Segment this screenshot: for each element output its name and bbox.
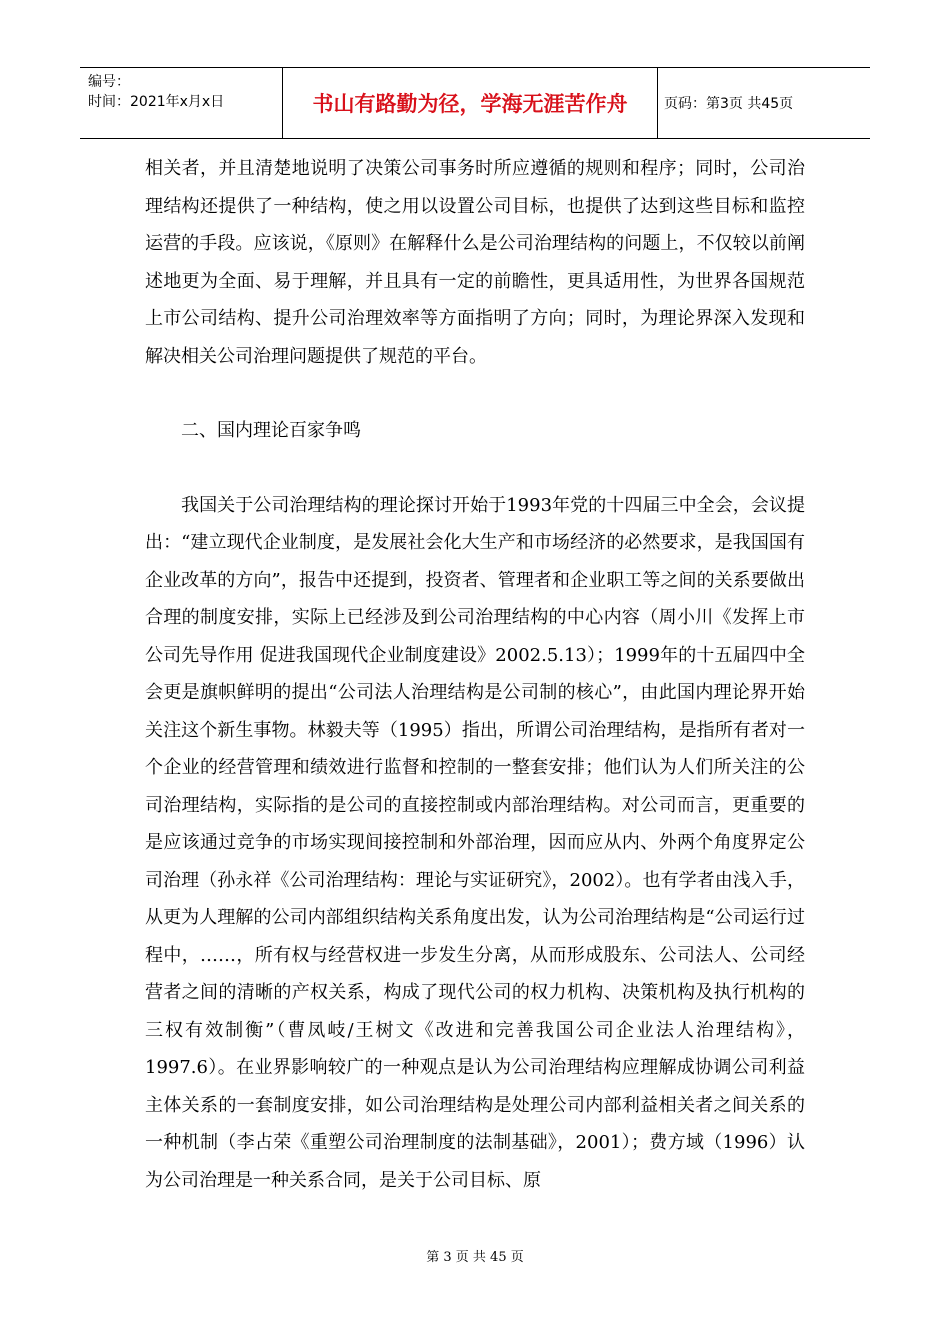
paragraph: 我国关于公司治理结构的理论探讨开始于1993年党的十四届三中全会，会议提出：“建立现代企业制度，是发展社会化大生产和市场经济的必然要求，是我国国有企业改革的方向”，报告中还提到，投资者、管理者和企业职工等之间的关系要做出合理的制度安排，实际上已经涉及到公司治理结构的中心内容（周小川《发挥上市公司先导作用 促进我国现代企业制度建设》2002.5.13）；1999年的十五届四中全会更是旗帜鲜明的提出“公司法人治理结构是公司制的核心”，由此国内理论界开始关注这个新生事物。林毅夫等（1995）指出，所谓公司治理结构，是指所有者对一个企业的经营管理和绩效进行监督和控制的一整套安排；他们认为人们所关注的公司治理结构，实际指的是公司的直接控制或内部治理结构。对公司而言，更重要的是应该通过竞争的市场实现间接控制和外部治理，因而应从内、外两个角度界定公司治理（孙永祥《公司治理结构：理论与实证研究》，2002）。也有学者由浅入手，从更为人理解的公司内部组织结构关系角度出发，认为公司治理结构是“公司运行过程中，……，所有权与经营权进一步发生分离，从而形成股东、公司法人、公司经营者之间的清晰的产权关系，构成了现代公司的权力机构、决策机构及执行机构的三权有效制衡”（曹凤岐/王树文《改进和完善我国公司企业法人治理结构》，1997.6）。在业界影响较广的一种观点是认为公司治理结构应理解成协调公司利益主体关系的一套制度安排，如公司治理结构是处理公司内部利益相关者之间关系的一种机制（李占荣《重塑公司治理制度的法制基础》，2001）；费方域（1996）认为公司治理是一种关系合同，是关于公司目标、原 [145,494,805,1191]
date-label: 时间：2021年x月x日 [88,94,225,110]
paragraph: 相关者，并且清楚地说明了决策公司事务时所应遵循的规则和程序；同时，公司治理结构还提供了一种结构，使之用以设置公司目标，也提供了达到这些目标和监控运营的手段。应该说，《原则》在解释什么是公司治理结构的问题上，不仅较以前阐述地更为全面、易于理解，并且具有一定的前瞻性，更具适用性，为世界各国规范上市公司结构、提升公司治理效率等方面指明了方向；同时，为理论界深入发现和解决相关公司治理问题提供了规范的平台。 [145,158,805,367]
section-heading: 二、国内理论百家争鸣 [181,420,361,441]
header-page-info: 页码：第3页 共45页 [664,96,794,112]
document-body [145,150,805,1199]
header-meta [80,68,283,138]
number-label: 编号： [88,74,130,90]
page-header [80,67,870,139]
page-footer: 第 3 页 共 45 页 [426,1250,524,1265]
header-motto: 书山有路勤为径，学海无涯苦作舟 [283,68,658,138]
